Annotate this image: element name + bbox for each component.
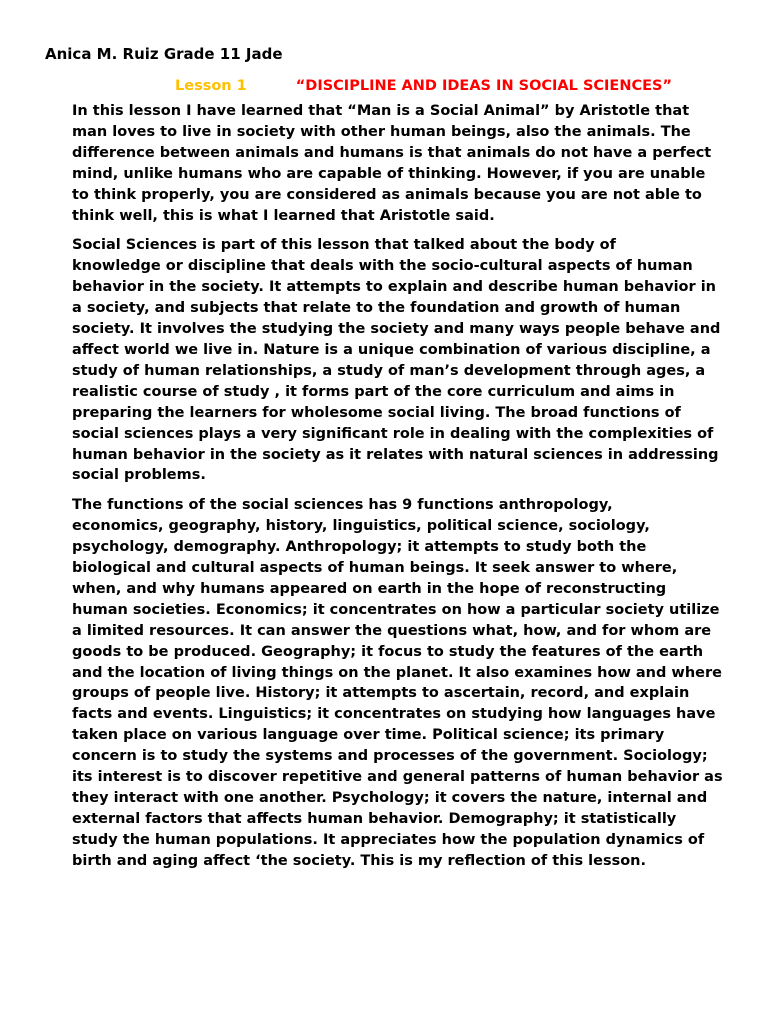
paragraph-line: knowledge or discipline that deals with the socio-cultural aspects of human [72, 258, 693, 275]
lesson-heading [45, 76, 725, 97]
document-page [45, 44, 725, 872]
paragraph-line: facts and events. Linguistics; it concentrates on studying how languages have [72, 706, 716, 723]
paragraph-line: biological and cultural aspects of human beings. It seek answer to where, [72, 560, 678, 577]
paragraph-line: social sciences plays a very significant role in dealing with the complexities of [72, 425, 714, 442]
paragraph-3 [45, 495, 725, 871]
paragraph-line: affect world we live in. Nature is a unique combination of various discipline, a [72, 341, 711, 358]
paragraph-line: groups of people live. History; it attempts to ascertain, record, and explain [72, 685, 690, 702]
lesson-title: “DISCIPLINE AND IDEAS IN SOCIAL SCIENCES” [295, 78, 672, 94]
paragraph-line: The functions of the social sciences has 9 functions anthropology, [72, 497, 613, 514]
paragraph-line: external factors that affects human behavior. Demography; it statistically [72, 810, 677, 827]
paragraph-line: behavior in the society. It attempts to explain and describe human behavior in [72, 279, 717, 296]
paragraph-line: preparing the learners for wholesome social living. The broad functions of [72, 404, 681, 421]
paragraph-line: when, and why humans appeared on earth in the hope of reconstructing [72, 580, 667, 597]
paragraph-line: its interest is to discover repetitive and general patterns of human behavior as [72, 769, 723, 786]
body-text [45, 101, 725, 872]
paragraph-line: difference between animals and humans is that animals do not have a perfect [72, 144, 712, 161]
paragraph-line: they interact with one another. Psychology; it covers the nature, internal and [72, 790, 708, 806]
paragraph-line: Social Sciences is part of this lesson that talked about the body of [72, 237, 616, 254]
paragraph-line: social problems. [72, 467, 206, 484]
paragraph-line: goods to be produced. Geography; it focus to study the features of the earth [72, 643, 704, 660]
paragraph-2 [45, 235, 725, 486]
paragraph-line: human behavior in the society as it relates with natural sciences in addressing [72, 446, 719, 463]
paragraph-line: birth and aging affect ‘the society. This is my reflection of this lesson. [72, 852, 647, 869]
paragraph-line: to think properly, you are considered as animals because you are not able to [72, 186, 702, 203]
paragraph-line: study of human relationships, a study of man’s development through ages, a [72, 362, 706, 379]
lesson-label: Lesson 1 [175, 78, 247, 94]
paragraph-line: In this lesson I have learned that “Man is a Social Animal” by Aristotle that [72, 103, 690, 119]
paragraph-line: man loves to live in society with other human beings, also the animals. The [72, 123, 691, 140]
paragraph-line: study the human populations. It appreciates how the population dynamics of [72, 831, 705, 848]
paragraph-line: human societies. Economics; it concentrates on how a particular society utilize [72, 601, 720, 618]
paragraph-line: and the location of living things on the planet. It also examines how and where [72, 664, 722, 681]
paragraph-line: realistic course of study , it forms part of the core curriculum and aims in [72, 383, 675, 400]
author-line: Anica M. Ruiz Grade 11 Jade [45, 45, 283, 63]
paragraph-line: a limited resources. It can answer the questions what, how, and for whom are [72, 622, 712, 639]
paragraph-line: taken place on various language over time. Political science; its primary [72, 727, 665, 744]
paragraph-1 [45, 101, 725, 226]
paragraph-line: a society, and subjects that relate to the foundation and growth of human [72, 300, 681, 317]
paragraph-line: psychology, demography. Anthropology; it attempts to study both the [72, 539, 647, 556]
paragraph-line: concern is to study the systems and processes of the government. Sociology; [72, 748, 708, 765]
paragraph-line: think well, this is what I learned that Aristotle said. [72, 207, 495, 224]
paragraph-line: society. It involves the studying the society and many ways people behave and [72, 321, 721, 338]
paragraph-line: mind, unlike humans who are capable of thinking. However, if you are unable [72, 165, 706, 182]
paragraph-line: economics, geography, history, linguistics, political science, sociology, [72, 518, 650, 535]
